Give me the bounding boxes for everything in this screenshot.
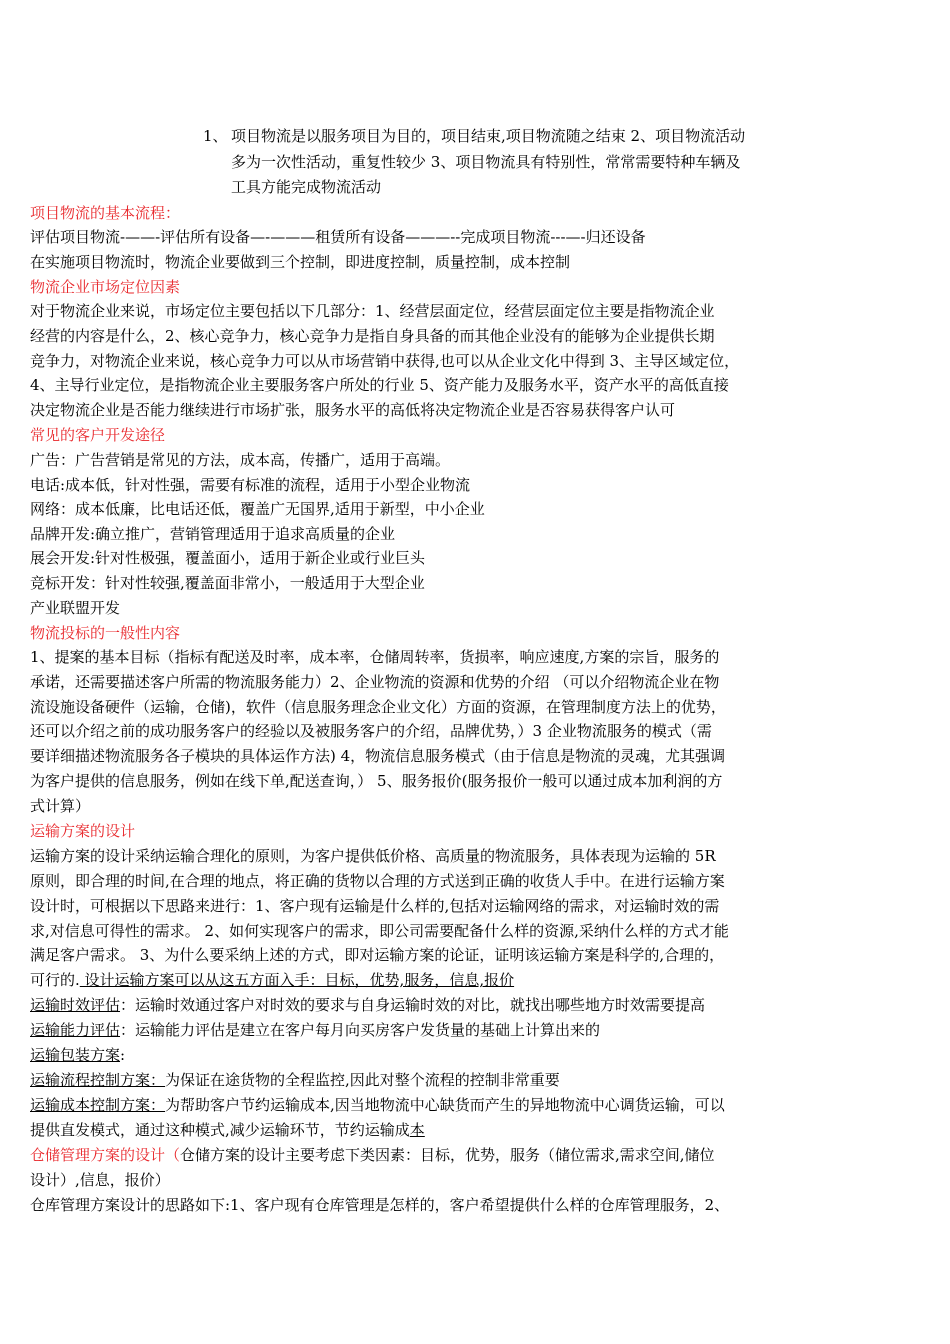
section-heading-warehouse	[30, 1144, 715, 1166]
item-label: 运输包装方案	[30, 1046, 121, 1064]
section-heading-basic-flow: 项目物流的基本流程：	[30, 204, 181, 222]
paragraph-line: 经营的内容是什么，2、核心竞争力，核心竞争力是指自身具备的而其他企业没有的能够为企业提供长期	[30, 327, 715, 345]
heading-text: 仓储管理方案的设计（	[30, 1146, 181, 1164]
paragraph-line: 原则，即合理的时间,在合理的地点，将正确的货物以合理的方式送到正确的收货人手中。在进行运输方案	[30, 872, 725, 890]
text-segment: 可行的.	[30, 971, 80, 989]
item-label: 运输能力评估	[30, 1021, 121, 1039]
paragraph-line: 评估项目物流-——-评估所有设备—-———租赁所有设备———--完成项目物流---—-归还设备	[30, 228, 646, 246]
paragraph-line: 对于物流企业来说，市场定位主要包括以下几部分：1、经营层面定位，经营层面定位主要是指物流企业	[30, 302, 715, 320]
paragraph-line: 仓库管理方案设计的思路如下:1、客户现有仓库管理是怎样的，客户希望提供什么样的仓库管理服务，2、	[30, 1196, 730, 1214]
intro-number: 1、	[203, 127, 228, 145]
section-heading-positioning: 物流企业市场定位因素	[30, 278, 181, 296]
paragraph-line: 竞争力，对物流企业来说，核心竞争力可以从市场营销中获得,也可以从企业文化中得到 3、主导区域定位，	[30, 352, 740, 370]
paragraph-line: 设计）,信息，报价）	[30, 1171, 170, 1189]
heading-rest: 仓储方案的设计主要考虑下类因素：目标，优势，服务（储位需求,需求空间,储位	[180, 1146, 715, 1164]
item-text: ：运输能力评估是建立在客户每月向买房客户发货量的基础上计算出来的	[120, 1021, 601, 1039]
paragraph-line: 运输方案的设计采纳运输合理化的原则，为客户提供低价格、高质量的物流服务，具体表现为运输的 5R	[30, 847, 716, 865]
item-label: 运输时效评估	[30, 996, 121, 1014]
paragraph-line: 式计算）	[30, 797, 91, 815]
item-label: 运输流程控制方案：	[30, 1071, 166, 1089]
paragraph-line: 在实施项目物流时，物流企业要做到三个控制，即进度控制，质量控制，成本控制	[30, 253, 571, 271]
section-heading-customer-dev: 常见的客户开发途径	[30, 426, 166, 444]
item-label: 运输成本控制方案：	[30, 1096, 166, 1114]
list-item: 品牌开发:确立推广，营销管理适用于追求高质量的企业	[30, 525, 396, 543]
paragraph-line	[30, 1119, 425, 1141]
list-item: 产业联盟开发	[30, 599, 121, 617]
intro-line: 工具方能完成物流活动	[231, 178, 382, 196]
transport-item	[30, 1094, 725, 1116]
paragraph-line: 承诺，还需要描述客户所需的物流服务能力）2、企业物流的资源和优势的介绍 （可以介绍物流企业在物	[30, 673, 720, 691]
underlined-text: 本	[409, 1121, 425, 1139]
paragraph-line: 要详细描述物流服务各子模块的具体运作方法) 4，物流信息服务模式（由于信息是物流的灵魂，尤其强调	[30, 747, 726, 765]
transport-item	[30, 1069, 560, 1091]
list-item: 广告：广告营销是常见的方法，成本高，传播广，适用于高端。	[30, 451, 451, 469]
item-text: ：运输时效通过客户对时效的要求与自身运输时效的对比，就找出哪些地方时效需要提高	[120, 996, 706, 1014]
item-text: 为保证在途货物的全程监控,因此对整个流程的控制非常重要	[165, 1071, 560, 1089]
section-heading-bidding: 物流投标的一般性内容	[30, 624, 181, 642]
paragraph-line: 1、提案的基本目标（指标有配送及时率，成本率，仓储周转率，货损率，响应速度,方案的宗旨，服务的	[30, 648, 720, 666]
list-item: 竞标开发：针对性较强,覆盖面非常小，一般适用于大型企业	[30, 574, 425, 592]
paragraph-line: 为客户提供的信息服务，例如在线下单,配送查询，） 5、服务报价(服务报价一般可以通过成本加利润的方	[30, 772, 723, 790]
paragraph-line: 流设施设备硬件（运输，仓储)，软件（信息服务理念企业文化）方面的资源，在管理制度方法上的优势，	[30, 698, 726, 716]
paragraph-line: 决定物流企业是否能力继续进行市场扩张，服务水平的高低将决定物流企业是否容易获得客户认可	[30, 401, 676, 419]
item-text: 为帮助客户节约运输成本,因当地物流中心缺货而产生的异地物流中心调货运输，可以	[165, 1096, 725, 1114]
list-item: 网络：成本低廉，比电话还低，覆盖广无国界,适用于新型，中小企业	[30, 500, 485, 518]
section-heading-transport: 运输方案的设计	[30, 822, 136, 840]
text-segment: 提供直发模式，通过这种模式,减少运输环节，节约运输成	[30, 1121, 410, 1139]
transport-item	[30, 994, 705, 1016]
underlined-text: 设计运输方案可以从这五方面入手：目标，优势,服务，信息,报价	[79, 971, 515, 989]
paragraph-line: 求,对信息可得性的需求。 2、如何实现客户的需求，即公司需要配备什么样的资源,采纳什么样的方式才能	[30, 922, 729, 940]
item-text: :	[120, 1046, 126, 1064]
paragraph-line	[30, 969, 514, 991]
list-item: 展会开发:针对性极强，覆盖面小，适用于新企业或行业巨头	[30, 549, 426, 567]
intro-line: 多为一次性活动，重复性较少 3、项目物流具有特别性，常常需要特种车辆及	[231, 153, 741, 171]
intro-line: 项目物流是以服务项目为目的，项目结束,项目物流随之结束 2、项目物流活动	[231, 127, 746, 145]
transport-item	[30, 1019, 600, 1041]
paragraph-line: 设计时，可根据以下思路来进行：1、客户现有运输是什么样的,包括对运输网络的需求，对运输时效的需	[30, 897, 720, 915]
paragraph-line: 还可以介绍之前的成功服务客户的经验以及被服务客户的介绍，品牌优势，）3 企业物流服务的模式（需	[30, 722, 712, 740]
transport-item	[30, 1044, 125, 1066]
paragraph-line: 满足客户需求。 3、为什么要采纳上述的方式，即对运输方案的论证，证明该运输方案是科学的,合理的，	[30, 946, 725, 964]
paragraph-line: 4、主导行业定位，是指物流企业主要服务客户所处的行业 5、资产能力及服务水平，资产水平的高低直接	[30, 376, 729, 394]
list-item: 电话:成本低，针对性强，需要有标准的流程，适用于小型企业物流	[30, 476, 471, 494]
